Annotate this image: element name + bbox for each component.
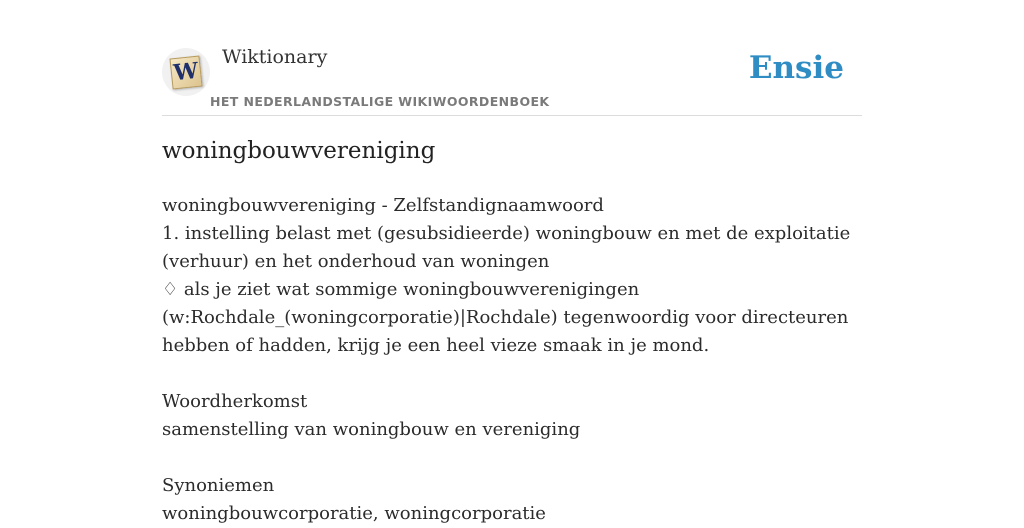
paragraph-gap <box>162 360 862 388</box>
etymology-text: samenstelling van woningbouw en vereniging <box>162 419 581 440</box>
section-heading-synonyms: Synoniemen <box>162 475 275 496</box>
site-header <box>162 44 862 116</box>
wiktionary-logo[interactable] <box>162 48 210 96</box>
site-tagline: HET NEDERLANDSTALIGE WIKIWOORDENBOEK <box>210 94 550 109</box>
example-line: hebben of hadden, krijg je een heel vieze smaak in je mond. <box>162 335 710 356</box>
site-name[interactable]: Wiktionary <box>222 46 328 68</box>
definition-line: 1. instelling belast met (gesubsidieerde) woningbouw en met de exploitatie <box>162 223 851 244</box>
entry-heading-line: woningbouwvereniging - Zelfstandignaamwoord <box>162 195 604 216</box>
logo-tile-icon <box>169 56 202 90</box>
ensie-brand-link[interactable]: Ensie <box>748 50 844 86</box>
paragraph-gap <box>162 444 862 472</box>
definition-line: (verhuur) en het onderhoud van woningen <box>162 251 550 272</box>
example-line: (w:Rochdale_(woningcorporatie)|Rochdale) tegenwoordig voor directeuren <box>162 307 849 328</box>
entry-body <box>162 192 862 528</box>
logo-letter: W <box>172 57 200 87</box>
synonyms-text: woningbouwcorporatie, woningcorporatie <box>162 503 546 524</box>
example-line: ♢ als je ziet wat sommige woningbouwverenigingen <box>162 279 640 300</box>
entry-title: woningbouwvereniging <box>162 138 436 164</box>
section-heading-etymology: Woordherkomst <box>162 391 308 412</box>
